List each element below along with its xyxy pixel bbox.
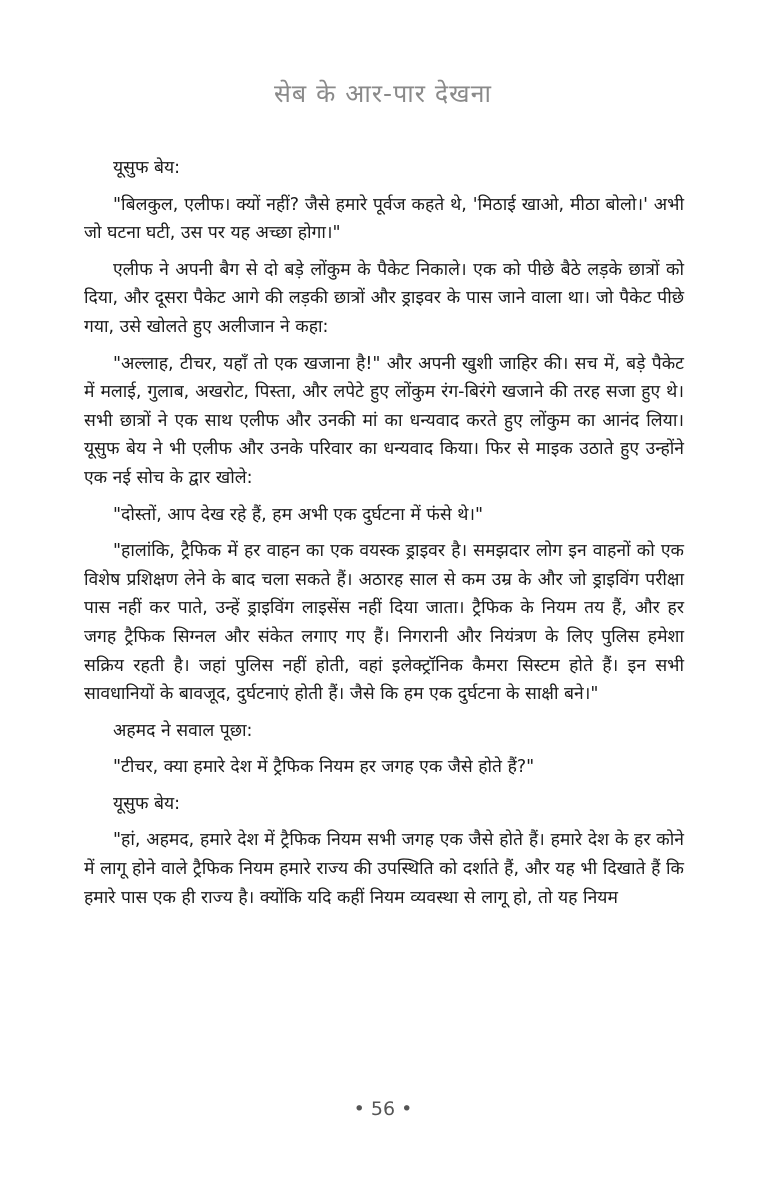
paragraph: यूसुफ बेय: <box>113 793 181 814</box>
paragraph: यूसुफ बेय: <box>113 158 181 178</box>
body-text <box>84 154 684 920</box>
paragraph: "टीचर, क्या हमारे देश में ट्रैफिक नियम हर जगह एक जैसे होते हैं?" <box>113 757 535 778</box>
paragraph: "हालांकि, ट्रैफिक में हर वाहन का एक वयस्क ड्राइवर है। समझदार लोग इन वाहनों को एक विशेष प्रशिक्षण लेने के बाद चला सकते हैं। अठारह साल से कम उम्र के और जो ड्राइविंग परीक्षा पास नहीं कर पाते, उन्हें ड्राइविंग लाइसेंस नहीं दिया जाता। ट्रैफिक के नियम तय हैं, और हर जगह ट्रैफिक सिग्नल और संकेत लगाए गए हैं। निगरानी और नियंत्रण के लिए पुलिस हमेशा सक्रिय रहती है। जहां पुलिस नहीं होती, वहां इलेक्ट्रॉनिक कैमरा सिस्टम होते हैं। इन सभी सावधानियों के बावजूद, दुर्घटनाएं होती हैं। जैसे कि हम एक दुर्घटना के साक्षी बने।" <box>84 541 684 705</box>
paragraph: "बिलकुल, एलीफ। क्यों नहीं? जैसे हमारे पूर्वज कहते थे, 'मिठाई खाओ, मीठा बोलो।' अभी जो घटना घटी, उस पर यह अच्छा होगा।" <box>84 194 684 244</box>
paragraph: "हां, अहमद, हमारे देश में ट्रैफिक नियम सभी जगह एक जैसे होते हैं। हमारे देश के हर कोने में लागू होने वाले ट्रैफिक नियम हमारे राज्य की उपस्थिति को दर्शाते हैं, और यह भी दिखाते हैं कि हमारे पास एक ही राज्य है। क्योंकि यदि कहीं नियम व्यवस्था से लागू हो, तो यह नियम <box>84 830 684 908</box>
page-number: • 56 • <box>353 1098 413 1120</box>
paragraph: "दोस्तों, आप देख रहे हैं, हम अभी एक दुर्घटना में फंसे थे।" <box>113 504 484 525</box>
paragraph: "अल्लाह, टीचर, यहाँ तो एक खजाना है!" और अपनी खुशी जाहिर की। सच में, बड़े पैकेट में मलाई, गुलाब, अखरोट, पिस्ता, और लपेटे हुए लोंकुम रंग-बिरंगे खजाने की तरह सजा हुए थे। सभी छात्रों ने एक साथ एलीफ और उनकी मां का धन्यवाद करते हुए लोंकुम का आनंद लिया। यूसुफ बेय ने भी एलीफ और उनके परिवार का धन्यवाद किया। फिर से माइक उठाते हुए उन्होंने एक नई सोच के द्वार खोले: <box>84 353 684 488</box>
paragraph: एलीफ ने अपनी बैग से दो बड़े लोंकुम के पैकेट निकाले। एक को पीछे बैठे लड़के छात्रों को दिया, और दूसरा पैकेट आगे की लड़की छात्रों और ड्राइवर के पास जाने वाला था। जो पैकेट पीछे गया, उसे खोलते हुए अलीजान ने कहा: <box>84 259 684 337</box>
running-header: सेब के आर-पार देखना <box>274 79 492 108</box>
paragraph: अहमद ने सवाल पूछा: <box>113 720 253 741</box>
